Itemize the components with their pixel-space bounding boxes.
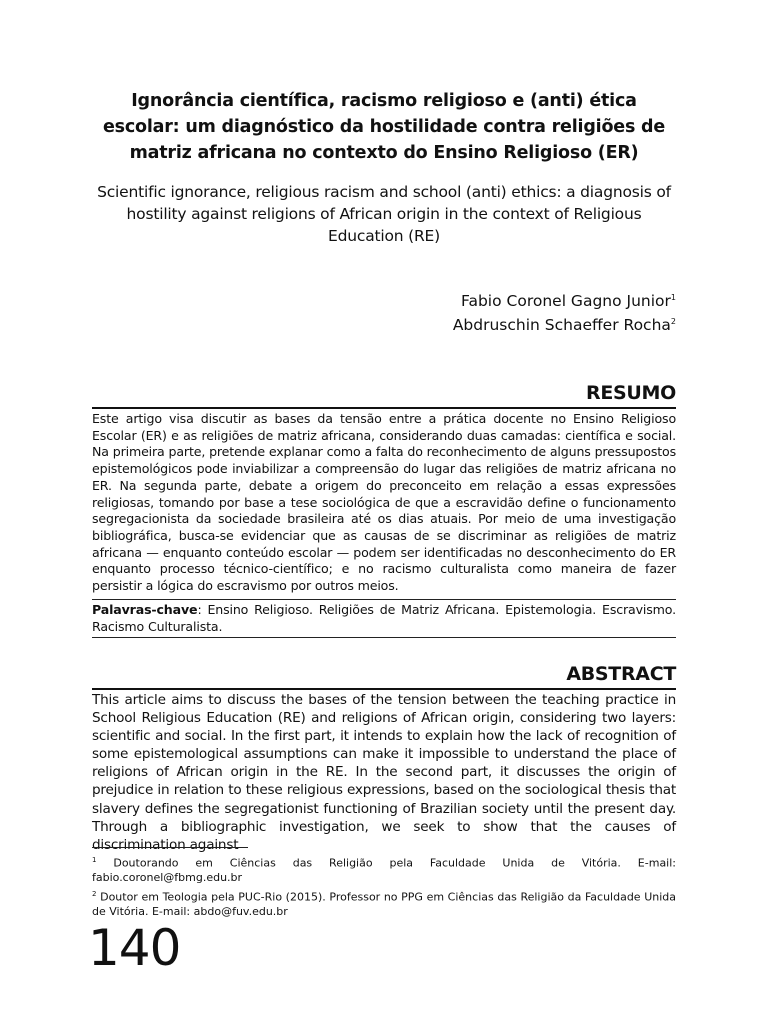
resumo-text: Este artigo visa discutir as bases da tensão entre a prática docente no Ensino Religioso Escolar (ER) e as religiões de matriz africana, considerando duas camadas: científica e social. Na primeira parte, pretende explanar como a falta do reconhecimento de alguns pressupostos epistemológicos pode inviabilizar a compreensão do lugar das religiões de matriz africana no ER. Na segunda parte, debate a origem do preconceito em relação a essas expressões religiosas, tomando por base a tese sociológica de que a escravidão define o funcionamento segregacionista da sociedade brasileira até os dias atuais. Por meio de uma investigação bibliográfica, busca-se evidenciar que as causas de se discriminar as religiões de matriz africana — enquanto conteúdo escolar — podem ser identificadas no desconhecimento do ER enquanto processo técnico-científico; e no racismo culturalista como maneira de fazer persistir a lógica do escravismo por outros meios.: [92, 411, 676, 594]
author-name: Fabio Coronel Gagno Junior: [460, 292, 671, 310]
footnote-mark: 1: [92, 856, 97, 864]
footnote-text: Doutorando em Ciências das Religião pela Faculdade Unida de Vitória. E-mail: fabio.coronel@fbmg.edu.br: [92, 856, 676, 885]
author-1: [276, 289, 676, 313]
footnote-ref: 2: [670, 316, 676, 326]
footnote-separator: [92, 847, 248, 848]
keywords-list: : Ensino Religioso. Religiões de Matriz Africana. Epistemologia. Escravismo. Racismo Culturalista.: [92, 602, 676, 634]
article-title-english: Scientific ignorance, religious racism and school (anti) ethics: a diagnosis of hostility against religions of African origin in the context of Religious Education (RE): [97, 183, 671, 245]
footnote-2: [92, 887, 676, 920]
footnote-mark: 2: [92, 889, 97, 898]
abstract-top-rule: [92, 688, 676, 690]
page-number: 140: [88, 919, 181, 977]
keywords-top-rule: [92, 599, 676, 600]
footnote-1: [92, 853, 676, 886]
keywords-bottom-rule: [92, 637, 676, 638]
abstract-heading: ABSTRACT: [566, 663, 676, 685]
author-list: [276, 289, 676, 337]
author-2: [276, 313, 676, 337]
article-title-portuguese: Ignorância científica, racismo religioso e (anti) ética escolar: um diagnóstico da hostilidade contra religiões de matriz africana no contexto do Ensino Religioso (ER): [102, 91, 666, 163]
footnotes: [92, 853, 676, 920]
resumo-top-rule: [92, 407, 676, 409]
keywords-label: Palavras-chave: [92, 602, 198, 617]
keywords: [92, 602, 676, 635]
resumo-heading: RESUMO: [586, 382, 676, 404]
author-name: Abdruschin Schaeffer Rocha: [452, 316, 671, 334]
footnote-ref: 1: [670, 292, 676, 302]
abstract-text: This article aims to discuss the bases of the tension between the teaching practice in School Religious Education (RE) and religions of African origin, considering two layers: scientific and social. In the first part, it intends to explain how the lack of recognition of some epistemological assumptions can make it impossible to understand the place of religions of African origin in the RE. In the second part, it discusses the origin of prejudice in relation to these religious expressions, based on the sociological thesis that slavery defines the segregationist functioning of Brazilian society until the present day. Through a bibliographic investigation, we seek to show that the causes of discrimination against: [92, 692, 676, 853]
footnote-text: Doutor em Teologia pela PUC-Rio (2015). Professor no PPG em Ciências das Religião da Faculdade Unida de Vitória. E-mail: abdo@fuv.edu.br: [92, 890, 676, 918]
